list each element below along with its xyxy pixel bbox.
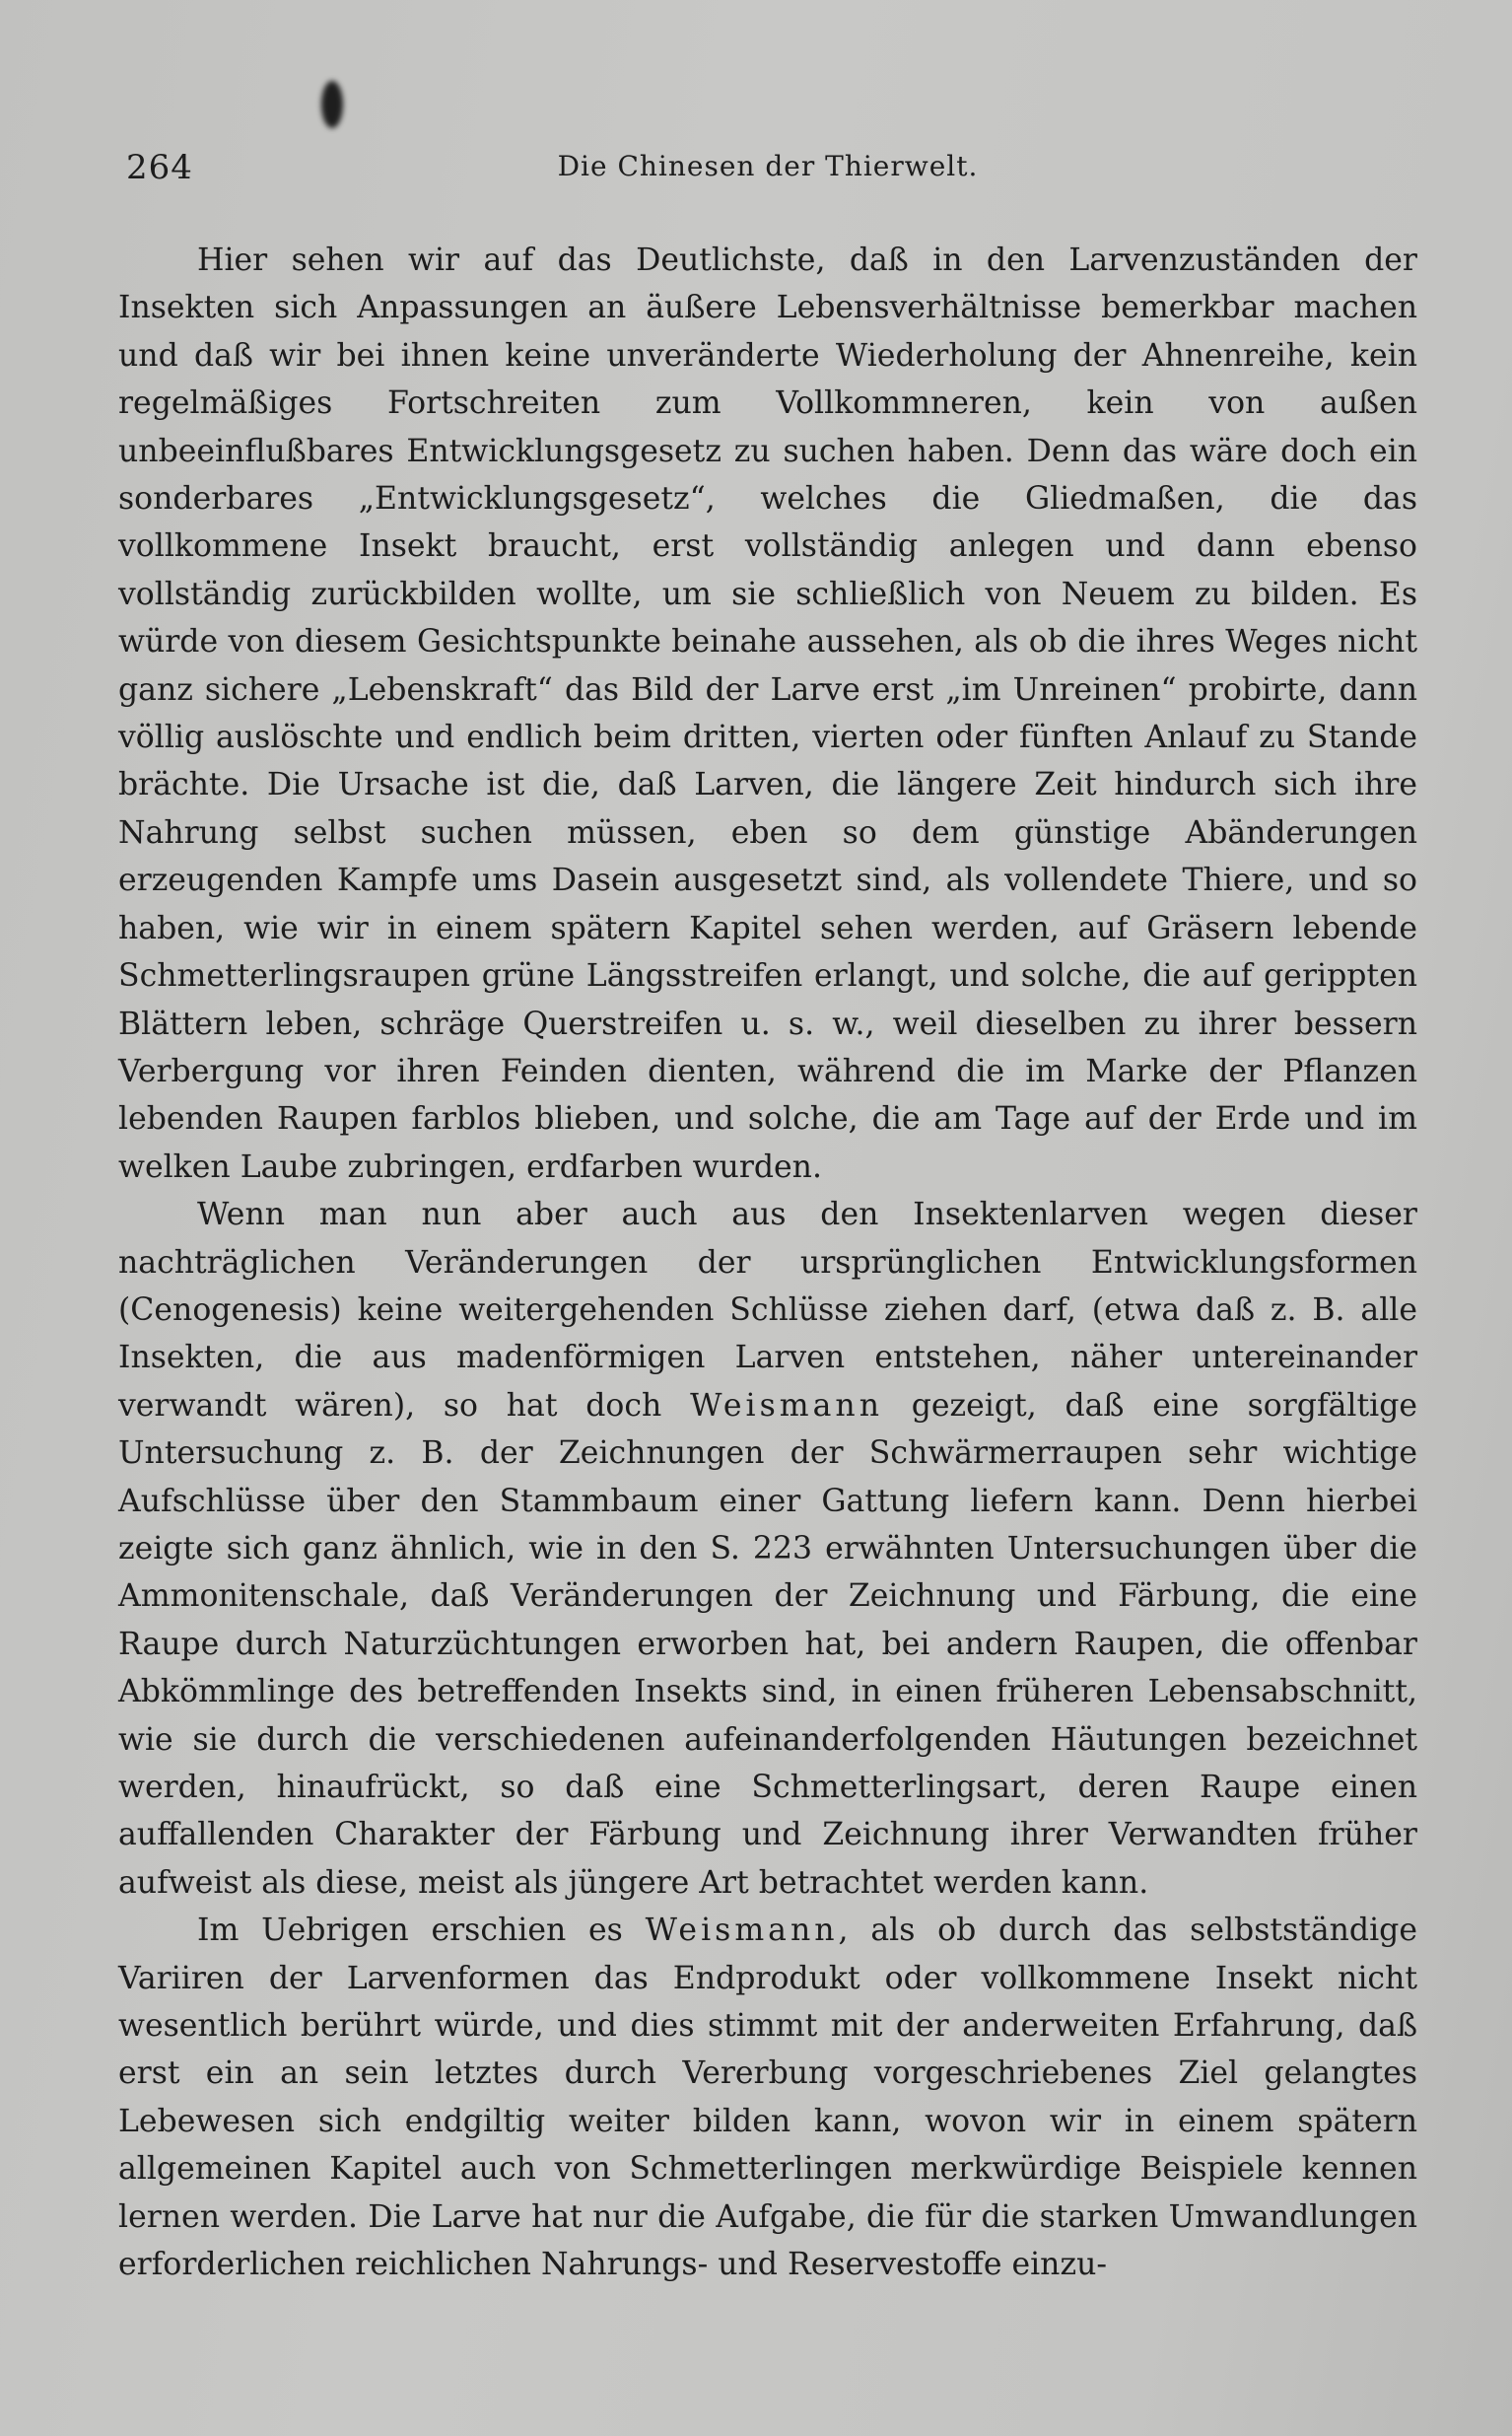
author-name-weismann: Weismann	[645, 1913, 839, 1949]
page-number: 264	[126, 148, 193, 187]
paragraph-2-part-1: Wenn man nun aber auch aus den Insektenlarven wegen dieser nachträglichen Veränderungen der ursprünglichen Entwicklungsformen (Cenogenesis) keine weitergehenden Schlüsse ziehen darf, (etwa daß z. B. alle Insekten, die aus madenförmigen Larven entstehen, näher untereinander verwandt wären), so hat doch	[118, 1197, 1417, 1424]
page-header	[118, 148, 1417, 197]
paragraph-1: Hier sehen wir auf das Deutlichste, daß in den Larvenzuständen der Insekten sich Anpassungen an äußere Lebensverhältnisse bemerkbar machen und daß wir bei ihnen keine unveränderte Wiederholung der Ahnenreihe, kein regelmäßiges Fortschreiten zum Vollkommneren, kein von außen unbeeinflußbares Entwicklungsgesetz zu suchen haben. Denn das wäre doch ein sonderbares „Entwicklungsgesetz“, welches die Gliedmaßen, die das vollkommene Insekt braucht, erst vollständig anlegen und dann ebenso vollständig zurückbilden wollte, um sie schließlich von Neuem zu bilden. Es würde von diesem Gesichtspunkte beinahe aussehen, als ob die ihres Weges nicht ganz sichere „Lebenskraft“ das Bild der Larve erst „im Unreinen“ probirte, dann völlig auslöschte und endlich beim dritten, vierten oder fünften Anlauf zu Stande brächte. Die Ursache ist die, daß Larven, die längere Zeit hindurch sich ihre Nahrung selbst suchen müssen, eben so dem günstige Abänderungen erzeugenden Kampfe ums Dasein ausgesetzt sind, als vollendete Thiere, und so haben, wie wir in einem spätern Kapitel sehen werden, auf Gräsern lebende Schmetterlingsraupen grüne Längsstreifen erlangt, und solche, die auf gerippten Blättern leben, schräge Querstreifen u. s. w., weil dieselben zu ihrer bessern Verbergung vor ihren Feinden dienten, während die im Marke der Pflanzen lebenden Raupen farblos blieben, und solche, die am Tage auf der Erde und im welken Laube zubringen, erdfarben wurden.	[118, 243, 1417, 1185]
paragraph-2	[118, 1191, 1417, 1907]
paragraph-3-part-2: , als ob durch das selbstständige Variiren der Larvenformen das Endprodukt oder vollkommene Insekt nicht wesentlich berührt würde, und dies stimmt mit der anderweiten Erfahrung, daß erst ein an sein letztes durch Vererbung vorgeschriebenes Ziel gelangtes Lebewesen sich endgiltig weiter bilden kann, wovon wir in einem spätern allgemeinen Kapitel auch von Schmetterlingen merkwürdige Beispiele kennen lernen werden. Die Larve hat nur die Aufgabe, die für die starken Umwandlungen erforderlichen reichlichen Nahrungs- und Reservestoffe einzu-	[118, 1913, 1417, 2283]
paragraph-2-part-2: gezeigt, daß eine sorgfältige Untersuchung z. B. der Zeichnungen der Schwärmerraupen sehr wichtige Aufschlüsse über den Stammbaum einer Gattung liefern kann. Denn hierbei zeigte sich ganz ähnlich, wie in den S. 223 erwähnten Untersuchungen über die Ammonitenschale, daß Veränderungen der Zeichnung und Färbung, die eine Raupe durch Naturzüchtungen erworben hat, bei andern Raupen, die offenbar Abkömmlinge des betreffenden Insekts sind, in einen früheren Lebensabschnitt, wie sie durch die verschiedenen aufeinanderfolgenden Häutungen bezeichnet werden, hinaufrückt, so daß eine Schmetterlingsart, deren Raupe einen auffallenden Charakter der Färbung und Zeichnung ihrer Verwandten früher aufweist als diese, meist als jüngere Art betrachtet werden kann.	[118, 1387, 1418, 1901]
ink-blot	[321, 81, 343, 128]
paragraph-3	[118, 1907, 1417, 2288]
running-head: Die Chinesen der Thierwelt.	[557, 150, 979, 182]
paragraph-3-part-1: Im Uebrigen erschien es	[197, 1913, 646, 1949]
body-text	[118, 237, 1417, 2288]
author-name-weismann: Weismann	[690, 1387, 883, 1424]
